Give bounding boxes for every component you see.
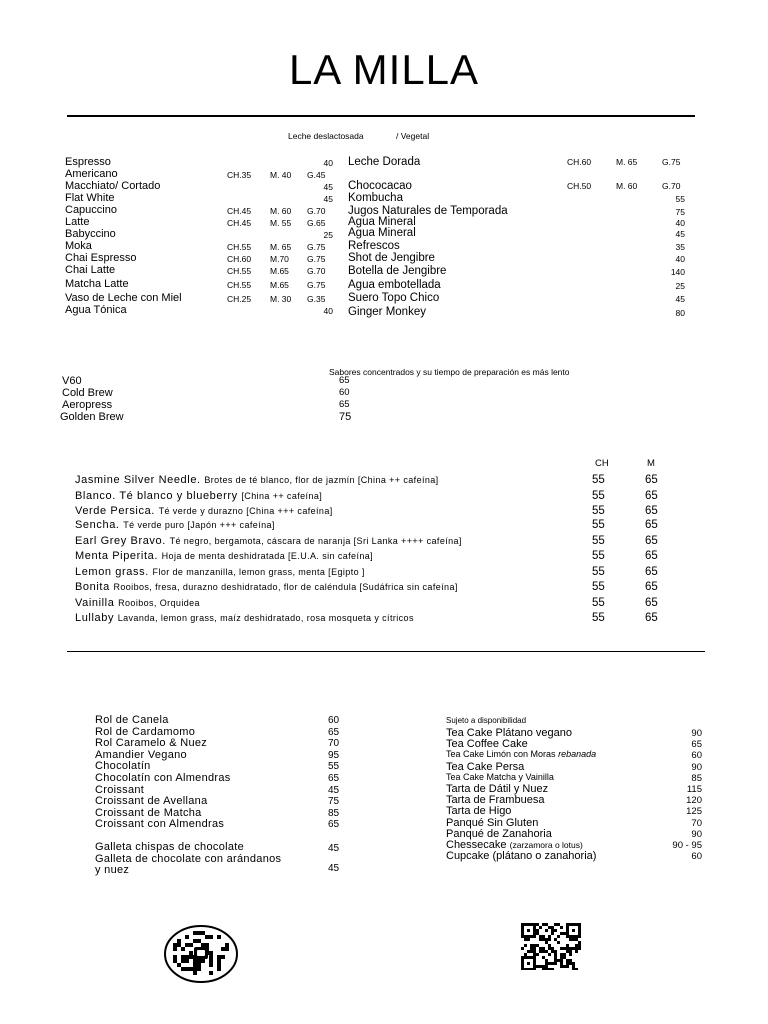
- pastry-name: Croissant: [95, 783, 145, 796]
- tea-price-m: 65: [645, 519, 658, 531]
- coffee-item: [65, 192, 335, 204]
- cake-price: 90: [691, 761, 702, 773]
- item-name: Flat White: [65, 192, 115, 204]
- tea-item: [75, 611, 414, 625]
- tea-description: Flor de manzanilla, lemon grass, menta [Egipto ]: [152, 567, 365, 577]
- item-name: Leche Dorada: [348, 156, 421, 168]
- tea-price-ch: 55: [592, 505, 605, 517]
- size-ch-price: CH.25: [227, 294, 252, 304]
- availability-note: Sujeto a disponibilidad: [446, 716, 527, 725]
- cold-item-price: 65: [339, 375, 350, 386]
- coffee-item: [65, 180, 335, 192]
- tea-name: Menta Piperita.: [75, 550, 158, 562]
- item-name: Espresso: [65, 156, 111, 168]
- pastry-price: 65: [328, 819, 340, 831]
- size-ch-price: CH.50: [567, 181, 592, 191]
- tea-price-m: 65: [645, 550, 658, 562]
- size-ch-price: CH.35: [227, 170, 252, 180]
- item-price: 45: [675, 229, 685, 239]
- cold-item-price: 75: [339, 411, 352, 423]
- cake-price: 85: [691, 772, 702, 784]
- tea-name: Verde Persica.: [75, 505, 155, 517]
- item-name: Americano: [65, 168, 118, 180]
- item-name: Agua Mineral: [348, 216, 416, 228]
- item-price: 40: [675, 218, 685, 228]
- cake-name: [446, 749, 596, 759]
- pastry-price: 95: [328, 749, 340, 761]
- item-name: Chai Espresso: [65, 252, 137, 264]
- tea-price-m: 65: [645, 474, 658, 486]
- drink-item: [348, 265, 685, 277]
- pastry-name: Chocolatín: [95, 760, 151, 773]
- tea-price-m: 65: [645, 612, 658, 624]
- cold-note: Sabores concentrados y su tiempo de preparación es más lento: [329, 367, 570, 377]
- cookie-name: Galleta chispas de chocolate: [95, 841, 245, 853]
- pastry-price: 45: [328, 784, 340, 796]
- tea-price-m: 65: [645, 597, 658, 609]
- coffee-item: [65, 240, 335, 252]
- cake-price: 90: [691, 828, 702, 840]
- cake-label: Cupcake (plátano o zanahoria): [446, 850, 597, 863]
- item-price: 45: [323, 182, 333, 192]
- cake-name: [446, 772, 554, 782]
- size-g-price: G.70: [307, 266, 326, 276]
- item-name: Ginger Monkey: [348, 306, 426, 318]
- pastry-name: Rol de Cardamomo: [95, 725, 196, 738]
- item-name: Refrescos: [348, 240, 400, 252]
- item-price: 45: [323, 194, 333, 204]
- size-ch-price: CH.55: [227, 242, 252, 252]
- pastry-name: Croissant de Matcha: [95, 806, 202, 819]
- cake-name: [446, 850, 596, 862]
- item-name: Vaso de Leche con Miel: [65, 292, 182, 304]
- tea-name: Sencha.: [75, 519, 120, 531]
- pastry-name: Croissant de Avellana: [95, 795, 208, 808]
- item-name: Moka: [65, 240, 92, 252]
- size-m-price: M. 65: [616, 157, 638, 167]
- tea-item: [75, 596, 200, 610]
- item-name: Matcha Latte: [65, 278, 129, 290]
- cake-price: 60: [691, 851, 702, 863]
- item-name: Latte: [65, 216, 90, 228]
- item-name: Shot de Jengibre: [348, 252, 435, 264]
- size-ch-price: CH.55: [227, 280, 252, 290]
- size-ch-price: CH.45: [227, 206, 252, 216]
- tea-item: [75, 580, 458, 594]
- tea-price-m: 65: [645, 505, 658, 517]
- tea-price-ch: 55: [592, 566, 605, 578]
- tea-item: [75, 534, 462, 548]
- cake-label: Tea Coffee Cake: [446, 738, 528, 751]
- size-g-price: G.75: [662, 157, 681, 167]
- item-price: 55: [675, 194, 685, 204]
- cake-label: Panqué Sin Gluten: [446, 816, 539, 829]
- tea-description: Té negro, bergamota, cáscara de naranja [Sri Lanka ++++ cafeína]: [169, 536, 462, 546]
- cake-label: Tea Cake Matcha y Vainilla: [446, 771, 554, 782]
- item-price: 45: [675, 294, 685, 304]
- cake-label: Tarta de Frambuesa: [446, 794, 545, 807]
- coffee-item: [65, 168, 335, 180]
- cake-price: 60: [691, 750, 702, 762]
- cookie-price: 45: [328, 843, 340, 854]
- tea-price-ch: 55: [592, 474, 605, 486]
- coffee-item: [65, 264, 335, 276]
- tea-name: Blanco. Té blanco y blueberry: [75, 490, 238, 502]
- cake-price: 70: [691, 817, 702, 829]
- item-price: 40: [323, 158, 333, 168]
- cake-name: [446, 817, 538, 829]
- coffee-item: [65, 252, 335, 264]
- cake-name: [446, 805, 511, 817]
- cake-price: 120: [686, 795, 702, 807]
- tea-item: [75, 565, 365, 579]
- tea-price-m: 65: [645, 490, 658, 502]
- tea-price-m: 65: [645, 566, 658, 578]
- tea-header-m: M: [647, 458, 655, 469]
- cookie-name-line2: y nuez: [95, 864, 130, 876]
- tea-price-m: 65: [645, 535, 658, 547]
- pastry-price: 65: [328, 773, 340, 784]
- tea-price-ch: 55: [592, 535, 605, 547]
- cake-label: Panqué de Zanahoria: [446, 827, 552, 840]
- item-name: Agua embotellada: [348, 279, 441, 291]
- cake-label: Tarta de Dátil y Nuez: [446, 783, 549, 795]
- drink-item: [348, 227, 685, 239]
- pastry-name: Rol de Canela: [95, 714, 169, 726]
- cake-label: Tea Cake Limón con Moras: [446, 749, 556, 760]
- size-g-price: G.70: [307, 206, 326, 216]
- tea-description: Rooibos, Orquidea: [118, 598, 200, 608]
- size-m-price: M. 30: [270, 294, 292, 304]
- cold-item-price: 60: [339, 387, 350, 398]
- cold-item-name: Aeropress: [62, 399, 113, 411]
- cake-name: [446, 783, 548, 795]
- cake-name: [446, 761, 524, 773]
- cold-item-name: Golden Brew: [60, 411, 124, 423]
- tea-price-ch: 55: [592, 581, 605, 593]
- item-name: Suero Topo Chico: [348, 292, 440, 304]
- drink-item: [348, 240, 685, 252]
- item-name: Botella de Jengibre: [348, 265, 447, 277]
- tea-price-ch: 55: [592, 490, 605, 502]
- item-name: Chai Latte: [65, 264, 116, 276]
- tea-description: Lavanda, lemon grass, maíz deshidratado, rosa mosqueta y cítricos: [117, 613, 414, 623]
- cake-price: 65: [691, 739, 702, 751]
- item-price: 40: [323, 306, 333, 316]
- cake-note: (zarzamora o lotus): [509, 840, 583, 850]
- tea-item: [75, 489, 322, 503]
- pastry-price: 70: [328, 738, 340, 750]
- size-m-price: M.65: [270, 280, 289, 290]
- pastry-price: 60: [328, 715, 340, 726]
- cake-note: rebanada: [558, 749, 597, 760]
- item-name: Jugos Naturales de Temporada: [348, 205, 508, 217]
- drink-item: [348, 279, 685, 291]
- tea-name: Bonita: [75, 581, 110, 593]
- cake-label: Chessecake: [446, 839, 507, 851]
- pastry-name: Chocolatín con Almendras: [95, 772, 231, 784]
- tea-description: Rooibos, fresa, durazno deshidratado, flor de caléndula [Sudáfrica sin cafeína]: [113, 582, 458, 592]
- size-m-price: M.70: [270, 254, 289, 264]
- item-price: 140: [670, 267, 685, 277]
- pastry-price: 85: [328, 807, 340, 819]
- title-divider: [67, 115, 695, 117]
- item-name: Chococacao: [348, 180, 412, 192]
- tea-description: Té verde y durazno [China +++ cafeína]: [158, 506, 333, 516]
- cake-price: 90 - 95: [672, 840, 702, 851]
- size-g-price: G.75: [307, 254, 326, 264]
- tea-name: Jasmine Silver Needle.: [75, 474, 201, 486]
- item-price: 25: [323, 230, 333, 240]
- milk-note-vegetal: / Vegetal: [396, 131, 430, 141]
- milk-note-lactose: Leche deslactosada: [288, 131, 364, 141]
- size-m-price: M.65: [270, 266, 289, 276]
- size-m-price: M. 60: [270, 206, 292, 216]
- item-price: 40: [675, 254, 685, 264]
- cake-name: [446, 727, 572, 739]
- size-ch-price: CH.60: [567, 157, 592, 167]
- coffee-item: [65, 216, 335, 228]
- tea-price-m: 65: [645, 581, 658, 593]
- pastry-price: 55: [328, 761, 340, 773]
- item-price: 80: [675, 308, 685, 318]
- size-m-price: M. 60: [616, 181, 638, 191]
- item-name: Agua Tónica: [65, 304, 127, 316]
- item-price: 35: [675, 242, 685, 252]
- cake-label: Tea Cake Plátano vegano: [446, 727, 572, 739]
- tea-description: [China ++ cafeína]: [241, 491, 323, 501]
- cake-name: [446, 794, 544, 806]
- drink-item: [348, 306, 685, 318]
- drink-item: [348, 192, 685, 204]
- tea-price-ch: 55: [592, 597, 605, 609]
- cake-label: Tea Cake Persa: [446, 760, 525, 773]
- tea-price-ch: 55: [592, 519, 605, 531]
- pastry-price: 65: [328, 726, 340, 738]
- cake-label: Tarta de Higo: [446, 805, 512, 818]
- item-name: Kombucha: [348, 192, 403, 204]
- pastry-price: 75: [328, 796, 340, 808]
- coffee-item: [65, 292, 335, 304]
- qr-badge-icon[interactable]: [163, 925, 239, 983]
- cookie-price: 45: [328, 863, 340, 874]
- item-name: Agua Mineral: [348, 227, 416, 239]
- size-g-price: G.75: [307, 280, 326, 290]
- cake-price: 90: [691, 728, 702, 739]
- drink-item: [348, 180, 685, 192]
- tea-name: Vainilla: [75, 597, 115, 609]
- coffee-item: [65, 204, 335, 216]
- pastry-name: Amandier Vegano: [95, 748, 187, 761]
- coffee-item: [65, 156, 335, 168]
- cake-price: 115: [686, 784, 702, 795]
- pastry-name: Croissant con Almendras: [95, 818, 225, 831]
- item-name: Capuccino: [65, 204, 117, 216]
- item-price: 75: [675, 207, 685, 217]
- tea-header-ch: CH: [595, 458, 609, 469]
- tea-description: Té verde puro [Japón +++ cafeína]: [123, 520, 275, 530]
- tea-item: [75, 504, 333, 518]
- cake-name: [446, 828, 552, 840]
- size-g-price: G.35: [307, 294, 326, 304]
- size-m-price: M. 55: [270, 218, 292, 228]
- size-ch-price: CH.45: [227, 218, 252, 228]
- drink-item: [348, 156, 685, 168]
- item-price: 25: [675, 281, 685, 291]
- tea-name: Lullaby: [75, 612, 115, 624]
- pastry-name: Rol Caramelo & Nuez: [95, 737, 208, 750]
- drink-item: [348, 292, 685, 304]
- tea-price-ch: 55: [592, 550, 605, 562]
- size-g-price: G.65: [307, 218, 326, 228]
- cold-item-name: Cold Brew: [62, 387, 113, 399]
- qr-code-icon[interactable]: [521, 923, 581, 970]
- size-g-price: G.75: [307, 242, 326, 252]
- coffee-item: [65, 278, 335, 290]
- size-g-price: G.45: [307, 170, 326, 180]
- item-name: Macchiato/ Cortado: [65, 180, 161, 192]
- size-g-price: G.70: [662, 181, 681, 191]
- tea-name: Lemon grass.: [75, 566, 149, 578]
- tea-price-ch: 55: [592, 612, 605, 624]
- cake-price: 125: [686, 806, 702, 818]
- size-ch-price: CH.55: [227, 266, 252, 276]
- cold-item-price: 65: [339, 399, 350, 410]
- page-title: LA MILLA: [288, 46, 480, 93]
- cookie-name: Galleta de chocolate con arándanos: [95, 853, 282, 865]
- tea-description: Hoja de menta deshidratada [E.U.A. sin cafeína]: [161, 551, 374, 561]
- size-m-price: M. 65: [270, 242, 292, 252]
- tea-description: Brotes de té blanco, flor de jazmín [China ++ cafeína]: [204, 475, 439, 485]
- tea-item: [75, 473, 439, 487]
- cold-item-name: V60: [62, 375, 82, 387]
- size-m-price: M. 40: [270, 170, 292, 180]
- cake-name: [446, 839, 583, 851]
- drink-item: [348, 252, 685, 264]
- item-name: Babyccino: [65, 228, 116, 240]
- tea-item: [75, 549, 373, 563]
- size-ch-price: CH.60: [227, 254, 252, 264]
- tea-divider: [67, 651, 705, 652]
- cake-name: [446, 738, 528, 750]
- coffee-item: [65, 228, 335, 240]
- coffee-item: [65, 304, 335, 316]
- tea-name: Earl Grey Bravo.: [75, 535, 166, 547]
- tea-item: [75, 518, 275, 532]
